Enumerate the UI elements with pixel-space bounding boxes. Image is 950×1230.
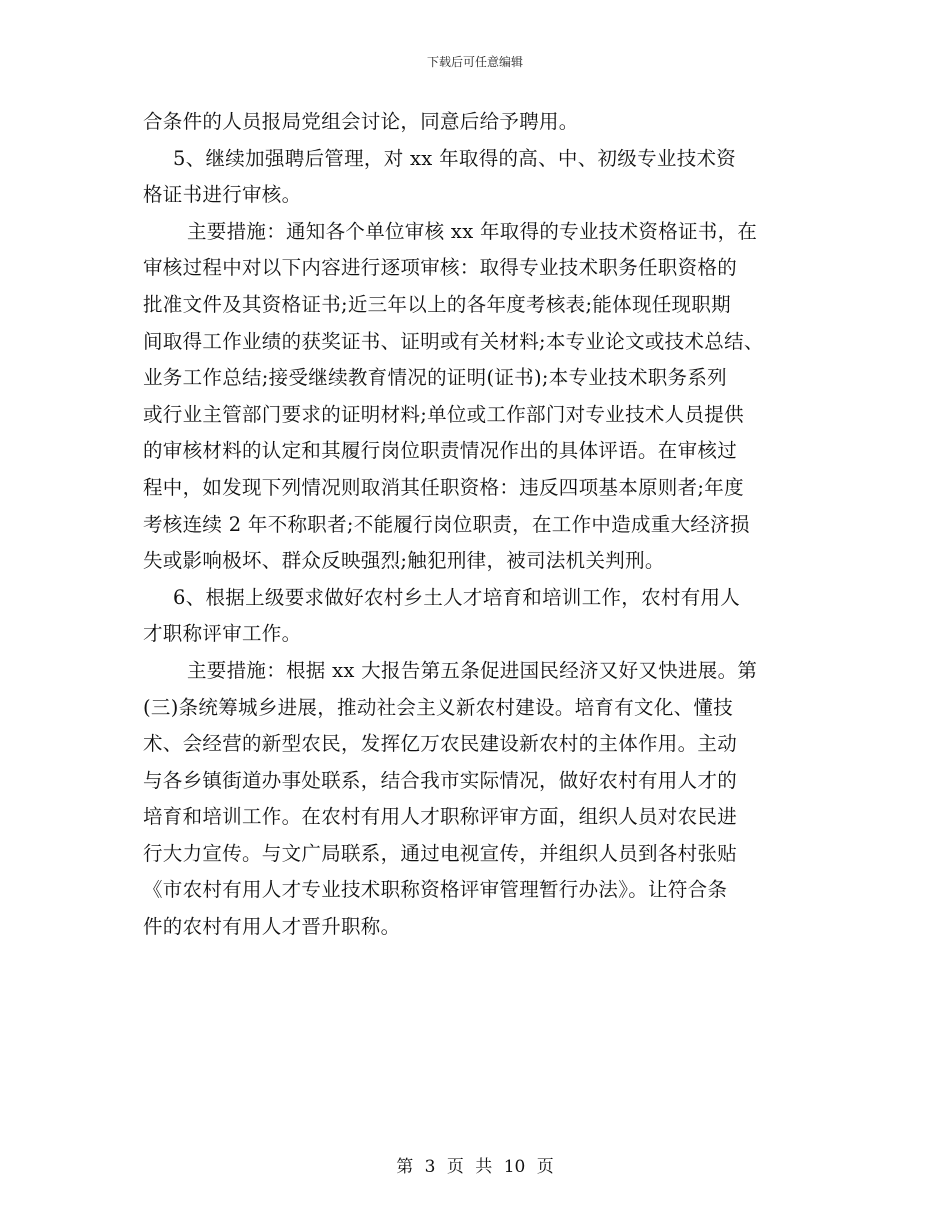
body-line: 才职称评审工作。 — [143, 622, 302, 646]
body-line: 的审核材料的认定和其履行岗位职责情况作出的具体评语。在审核过 — [143, 439, 738, 463]
body-line: 批准文件及其资格证书;近三年以上的各年度考核表;能体现任现职期 — [143, 292, 731, 316]
page-number-footer: 第 3 页 共 10 页 — [396, 1157, 554, 1177]
body-line: 培育和培训工作。在农村有用人才职称评审方面，组织人员对农民进 — [143, 805, 738, 829]
body-line: 失或影响极坏、群众反映强烈;触犯刑律，被司法机关判刑。 — [143, 549, 665, 573]
body-line: 5、继续加强聘后管理，对 xx 年取得的高、中、初级专业技术资 — [173, 146, 737, 170]
body-line: 主要措施：通知各个单位审核 xx 年取得的专业技术资格证书，在 — [187, 219, 758, 243]
body-line: 与各乡镇街道办事处联系，结合我市实际情况，做好农村有用人才的 — [143, 768, 738, 792]
document-body — [143, 104, 813, 946]
body-line: 格证书进行审核。 — [143, 183, 302, 207]
body-line: 间取得工作业绩的获奖证书、证明或有关材料;本专业论文或技术总结、 — [143, 329, 764, 353]
page-header-note: 下载后可任意编辑 — [426, 55, 523, 69]
body-line: (三)条统筹城乡进展，推动社会主义新农村建设。培育有文化、懂技 — [143, 695, 734, 719]
body-line: 业务工作总结;接受继续教育情况的证明(证书);本专业技术职务系列 — [143, 366, 727, 390]
body-line: 考核连续 2 年不称职者;不能履行岗位职责，在工作中造成重大经济损 — [143, 512, 750, 536]
body-line: 6、根据上级要求做好农村乡土人才培育和培训工作，农村有用人 — [173, 585, 741, 609]
body-line: 或行业主管部门要求的证明材料;单位或工作部门对专业技术人员提供 — [143, 402, 744, 426]
body-line: 审核过程中对以下内容进行逐项审核：取得专业技术职务任职资格的 — [143, 256, 738, 280]
body-line: 程中，如发现下列情况则取消其任职资格：违反四项基本原则者;年度 — [143, 475, 744, 499]
body-line: 件的农村有用人才晋升职称。 — [143, 915, 401, 939]
body-line: 合条件的人员报局党组会讨论，同意后给予聘用。 — [143, 110, 579, 133]
body-line: 主要措施：根据 xx 大报告第五条促进国民经济又好又快进展。第 — [187, 658, 758, 682]
body-line: 《市农村有用人才专业技术职称资格评审管理暂行办法》。让符合条 — [143, 878, 728, 902]
body-line: 术、会经营的新型农民，发挥亿万农民建设新农村的主体作用。主动 — [143, 732, 738, 756]
body-line: 行大力宣传。与文广局联系，通过电视宣传，并组织人员到各村张贴 — [143, 841, 738, 865]
